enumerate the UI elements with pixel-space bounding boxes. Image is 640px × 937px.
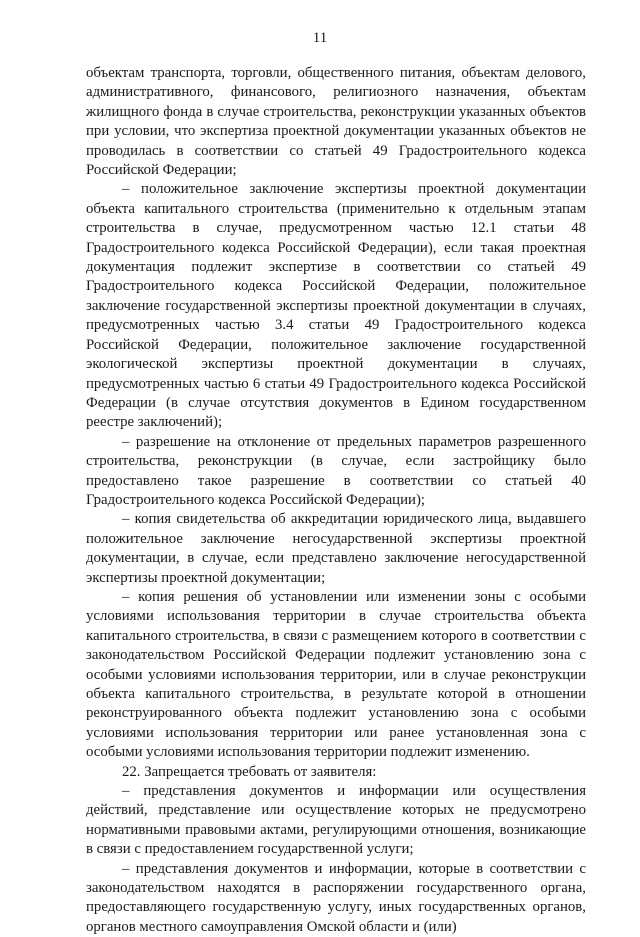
page-number: 11 bbox=[312, 30, 328, 46]
document-body bbox=[86, 64, 586, 937]
paragraph-prohibited-information: – представления документов и информации, которые в соответствии с законодательством находятся в распоряжении государственного органа, предоставляющего государственную услугу, иных государственных органов, органов местного самоуправления Омской области и (или) bbox=[86, 860, 586, 935]
paragraph-prohibited-documents: – представления документов и информации или осуществления действий, представление или осуществление которых не предусмотрено нормативными правовыми актами, регулирующими отношения, возникающие в связи с предоставлением государственной услуги; bbox=[86, 783, 586, 858]
paragraph-deviation-permit: – разрешение на отклонение от предельных параметров разрешенного строительства, реконструкции (в случае, если застройщику было предоставлено такое разрешение в соответствии со статьей 40 Градостроительного кодекса Российской Федерации); bbox=[86, 433, 586, 508]
paragraph-accreditation-copy: – копия свидетельства об аккредитации юридического лица, выдавшего положительное заключение негосударственной экспертизы проектной документации, в случае, если представлено заключение негосударственной экспертизы проектной документации; bbox=[86, 511, 586, 586]
paragraph-expertise-conclusion: – положительное заключение экспертизы проектной документации объекта капитального строительства (применительно к отдельным этапам строительства в случае, предусмотренном частью 12.1 статьи 48 Градостроительного кодекса Российской Федерации), если такая проектная документация подлежит экспертизе в соответствии со статьей 49 Градостроительного кодекса Российской Федерации, положительное заключение государственной экспертизы проектной документации в случаях, предусмотренных частью 3.4 статьи 49 Градостроительного кодекса Российской Федерации, положительное заключение государственной экологической экспертизы проектной документации в случаях, предусмотренных частью 6 статьи 49 Градостроительного кодекса Российской Федерации (в случае отсутствия документов в Едином государственном реестре заключений); bbox=[86, 181, 586, 431]
paragraph-continuation: объектам транспорта, торговли, общественного питания, объектам делового, административного, финансового, религиозного назначения, объектам жилищного фонда в случае строительства, реконструкции указанных объектов при условии, что экспертиза проектной документации указанных объектов не проводилась в соответствии со статьей 49 Градостроительного кодекса Российской Федерации; bbox=[86, 65, 586, 179]
paragraph-section-22-heading: 22. Запрещается требовать от заявителя: bbox=[122, 763, 377, 780]
paragraph-zone-decision-copy: – копия решения об установлении или изменении зоны с особыми условиями использования территории в случае строительства объекта капитального строительства, в связи с размещением которого в соответствии с законодательством Российской Федерации подлежит установлению зона с особыми условиями использования территории, или в случае реконструкции объекта капитального строительства, в результате которой в отношении реконструированного объекта подлежит установлению зона с особыми условиями использования территории или ранее установленная зона с особыми условиями использования территории подлежит изменению. bbox=[86, 588, 586, 761]
